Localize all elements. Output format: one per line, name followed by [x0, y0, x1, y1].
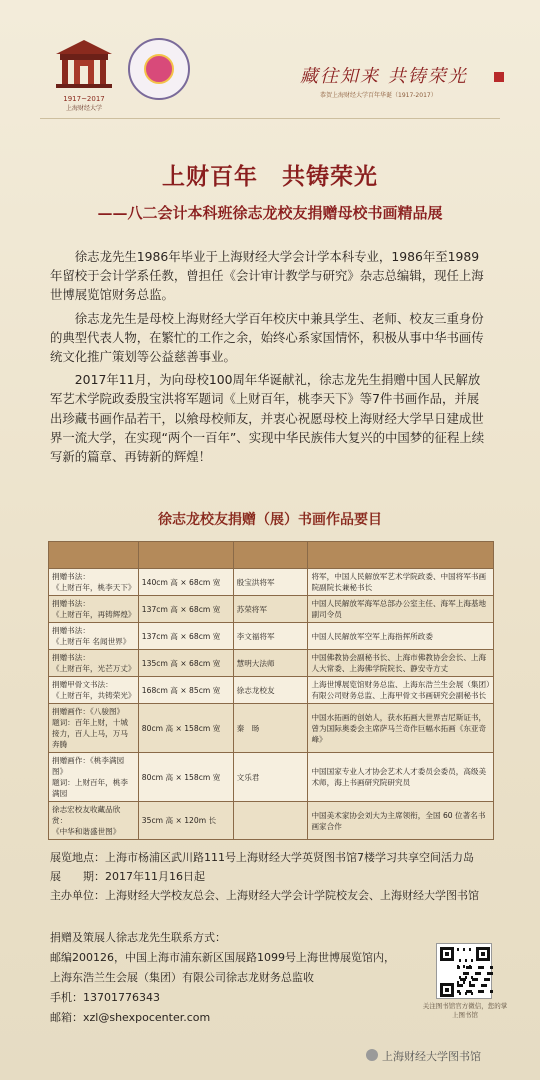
table-row: [49, 704, 494, 753]
table-cell-size: 135cm 高 × 68cm 宽: [138, 650, 233, 677]
qr-module: [490, 990, 493, 993]
table-cell-size: 137cm 高 × 68cm 宽: [138, 623, 233, 650]
qr-finder-core: [445, 952, 449, 956]
qr-module: [463, 948, 465, 951]
motto-subtitle: 恭贺上海财经大学百年华诞（1917-2017）: [320, 92, 437, 99]
qr-module: [466, 972, 469, 975]
qr-module: [481, 966, 484, 969]
table-header-cell: [233, 542, 308, 569]
qr-module: [463, 965, 465, 968]
table-row: [49, 569, 494, 596]
table-row: [49, 677, 494, 704]
table-header-row: [49, 542, 494, 569]
qr-module: [484, 984, 487, 987]
table-cell-work: 捐赠书法： 《上财百年 名闻世界》: [49, 623, 139, 650]
header: [0, 0, 540, 118]
table-cell-size: 137cm 高 × 68cm 宽: [138, 596, 233, 623]
contact-heading: 捐赠及策展人徐志龙先生联系方式：: [50, 931, 226, 944]
logo-years: 1917~2017: [63, 95, 105, 103]
table-body: [49, 569, 494, 840]
page-subtitle: ——八二会计本科班徐志龙校友捐赠母校书画精品展: [97, 204, 443, 222]
table-row: [49, 623, 494, 650]
table-cell-bio: 将军，中国人民解放军艺术学院政委、中国将军书画院副院长兼秘书长: [308, 569, 494, 596]
red-seal-stamp: [494, 72, 504, 82]
contact-address-line1: 邮编200126，中国上海市浦东新区国展路1099号上海世博展览馆内，: [50, 951, 395, 964]
exhibition-date: 展 期：2017年11月16日起: [50, 870, 205, 883]
table-cell-work: 捐赠甲骨文书法： 《上财百年，共铸荣光》: [49, 677, 139, 704]
qr-module: [490, 966, 493, 969]
page-title: 上财百年 共铸荣光: [162, 163, 378, 190]
qr-finder-core: [445, 988, 449, 992]
qr-module: [463, 978, 466, 981]
table-cell-size: 140cm 高 × 68cm 宽: [138, 569, 233, 596]
venue: 展览地点：上海市杨浦区武川路111号上海财经大学英贤图书馆7楼学习共享空间活力岛: [50, 851, 474, 864]
wechat-icon: [366, 1049, 378, 1061]
table-cell-bio: 中国佛教协会副秘书长、上海市佛教协会会长、上海人大常委、上海佛学院院长、静安寺方丈: [308, 650, 494, 677]
organizers: 主办单位：上海财经大学校友总会、上海财经大学会计学院校友会、上海财经大学图书馆: [50, 889, 479, 902]
intro-paragraph: 徐志龙先生是母校上海财经大学百年校庆中兼具学生、老师、校友三重身份的典型代表人物，在繁忙的工作之余，始终心系家国情怀，积极从事中华书画传统文化推广策划等公益慈善事业。: [50, 310, 484, 365]
table-cell-bio: 中国水拓画的创始人，获水拓画大世界吉尼斯证书，曾为国际奥委会主席萨马兰奇作巨幅水拓画《东亚奇峰》: [308, 704, 494, 753]
qr-caption: 关注图书馆官方微信，您的掌上图书馆: [422, 1002, 508, 1019]
table-cell-size: 35cm 高 × 120m 长: [138, 802, 233, 840]
table-cell-author: 殷宝洪将军: [233, 569, 308, 596]
table-cell-size: 80cm 高 × 158cm 宽: [138, 704, 233, 753]
qr-module: [469, 948, 471, 951]
intro-paragraph: 徐志龙先生1986年毕业于上海财经大学会计学本科专业，1986年至1989年留校于会计学系任教，曾担任《会计审计教学与研究》杂志总编辑，现任上海世博展览馆财务总监。: [50, 249, 484, 303]
table-header-cell: [138, 542, 233, 569]
table-cell-bio: 上海世博展览馆财务总监、上海东浩兰生会展（集团）有限公司财务总监、上海甲骨文书画研究会副秘书长: [308, 677, 494, 704]
table-cell-author: 徐志龙校友: [233, 677, 308, 704]
table-row: [49, 753, 494, 802]
qr-module: [469, 966, 472, 969]
table-cell-bio: 中国人民解放军空军上海指挥所政委: [308, 623, 494, 650]
qr-code[interactable]: [436, 943, 492, 999]
qr-module: [457, 990, 460, 993]
table-cell-author: 秦 旸: [233, 704, 308, 753]
table-row: [49, 596, 494, 623]
table-cell-work: 徐志宏校友收藏品欣赏： 《中华和谐盛世图》: [49, 802, 139, 840]
contact-address-line2: 上海东浩兰生会展（集团）有限公司徐志龙财务总监收: [50, 971, 314, 984]
table-title: 徐志龙校友捐赠（展）书画作品要目: [158, 512, 382, 528]
logo-school-name: 上海财经大学: [65, 105, 102, 112]
qr-module: [457, 966, 460, 969]
qr-module: [465, 959, 467, 962]
table-cell-author: 李文福将军: [233, 623, 308, 650]
qr-module: [457, 948, 459, 951]
table-cell-size: 168cm 高 × 85cm 宽: [138, 677, 233, 704]
contact-email[interactable]: 邮箱：xzl@shexpocenter.com: [50, 1011, 211, 1024]
logo-caption: [46, 95, 122, 112]
introduction: [50, 247, 490, 470]
qr-module: [475, 978, 478, 981]
table-cell-work: 捐赠画作：《八骏图》 题词：百年上财，十城接力，百人上马，万马奔腾: [49, 704, 139, 753]
table-cell-author: [233, 802, 308, 840]
qr-module: [478, 972, 481, 975]
qr-module: [460, 984, 463, 987]
table-cell-work: 捐赠书法： 《上财百年，桃李天下》: [49, 569, 139, 596]
table-header-cell: [49, 542, 139, 569]
qr-module: [481, 990, 484, 993]
qr-module: [487, 978, 490, 981]
table-header-cell: [308, 542, 494, 569]
contact-info: [50, 928, 400, 1028]
table-cell-author: 苏荣将军: [233, 596, 308, 623]
table-cell-work: 捐赠书法： 《上财百年，再铸辉煌》: [49, 596, 139, 623]
library-seal-center: [144, 54, 174, 84]
qr-module: [459, 959, 461, 962]
table-cell-bio: 中国美术家协会刘大为主席领衔，全国 60 位著名书画家合作: [308, 802, 494, 840]
contact-phone: 手机：13701776343: [50, 991, 160, 1004]
intro-paragraph: 2017年11月，为向母校100周年华诞献礼，徐志龙先生捐赠中国人民解放军艺术学院政委殷宝洪将军题词《上财百年，桃李天下》等7件书画作品，并展出珍藏书画作品若干，以飨母校师友，并衷心祝愿母校上海财经大学早日建成世界一流大学，在实现“两个一百年”、实现中华民族伟大复兴的中国梦的征程上续写新的篇章、再铸新的辉煌！: [50, 372, 485, 465]
qr-module: [472, 984, 475, 987]
header-divider: [40, 118, 500, 119]
footer-brand: 上海财经大学图书馆: [382, 1050, 481, 1063]
university-gate-logo: [52, 36, 116, 96]
table-cell-work: 捐赠画作：《桃李满园图》 题词：上财百年，桃李满园: [49, 753, 139, 802]
motto: 藏往知来 共铸荣光: [300, 66, 468, 87]
library-seal-logo: [128, 38, 190, 100]
table-cell-size: 80cm 高 × 158cm 宽: [138, 753, 233, 802]
table-cell-work: 捐赠书法： 《上财百年，光芒万丈》: [49, 650, 139, 677]
table-cell-author: 慧明大法师: [233, 650, 308, 677]
qr-module: [471, 959, 473, 962]
table-cell-author: 文乐君: [233, 753, 308, 802]
qr-module: [469, 990, 472, 993]
exhibition-info: [50, 848, 500, 905]
qr-finder-core: [481, 952, 485, 956]
table-row: [49, 802, 494, 840]
qr-module: [490, 972, 493, 975]
table-cell-bio: 中国国家专业人才协会艺术人才委员会委员，高级美术师，海上书画研究院研究员: [308, 753, 494, 802]
works-table: [48, 541, 494, 840]
table-row: [49, 650, 494, 677]
table-cell-bio: 中国人民解放军海军总部办公室主任、海军上海基地副司令员: [308, 596, 494, 623]
qr-module: [463, 981, 465, 984]
